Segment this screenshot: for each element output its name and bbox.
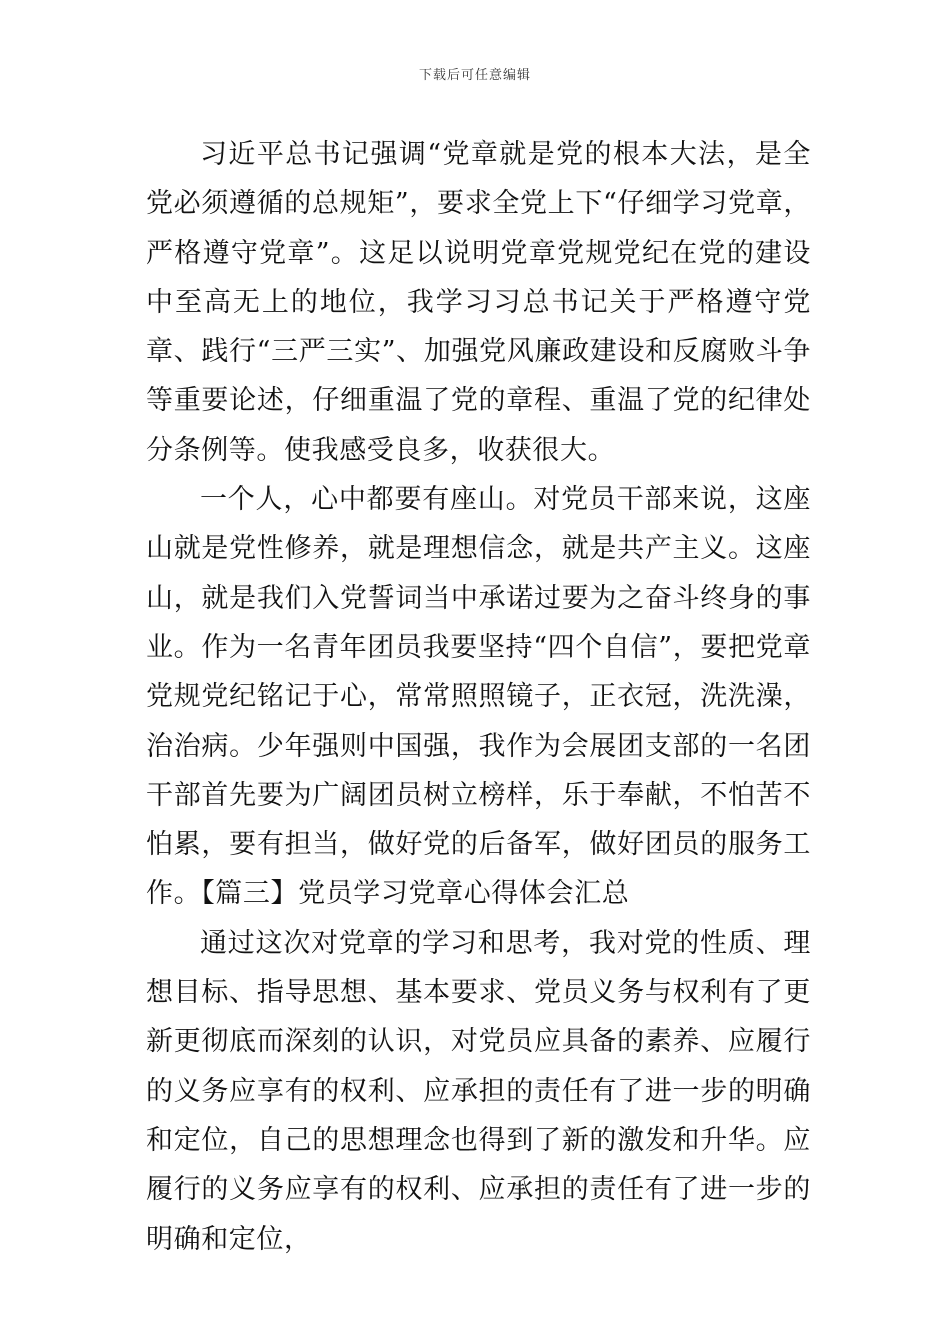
paragraph-1: 习近平总书记强调“党章就是党的根本大法，是全党必须遵循的总规矩”，要求全党上下“仔细学习党章，严格遵守党章”。这足以说明党章党规党纪在党的建设中至高无上的地位，我学习习总书记关于严格遵守党章、践行“三严三实”、加强党风廉政建设和反腐败斗争等重要论述，仔细重温了党的章程、重温了党的纪律处分条例等。使我感受良多，收获很大。 xyxy=(146,139,811,466)
document-body xyxy=(146,130,811,1264)
paragraph-2: 一个人，心中都要有座山。对党员干部来说，这座山就是党性修养，就是理想信念，就是共产主义。这座山，就是我们入党誓词当中承诺过要为之奋斗终身的事业。作为一名青年团员我要坚持“四个自信”，要把党章党规党纪铭记于心，常常照照镜子，正衣冠，洗洗澡，治治病。少年强则中国强，我作为会展团支部的一名团干部首先要为广阔团员树立榜样，乐于奉献，不怕苦不怕累，要有担当，做好党的后备军，做好团员的服务工作。【篇三】党员学习党章心得体会汇总 xyxy=(146,484,811,910)
paragraph-3: 通过这次对党章的学习和思考，我对党的性质、理想目标、指导思想、基本要求、党员义务与权利有了更新更彻底而深刻的认识，对党员应具备的素养、应履行的义务应享有的权利、应承担的责任有了进一步的明确和定位，自己的思想理念也得到了新的激发和升华。应履行的义务应享有的权利、应承担的责任有了进一步的明确和定位， xyxy=(146,927,811,1255)
page-header: 下载后可任意编辑 xyxy=(418,68,531,83)
